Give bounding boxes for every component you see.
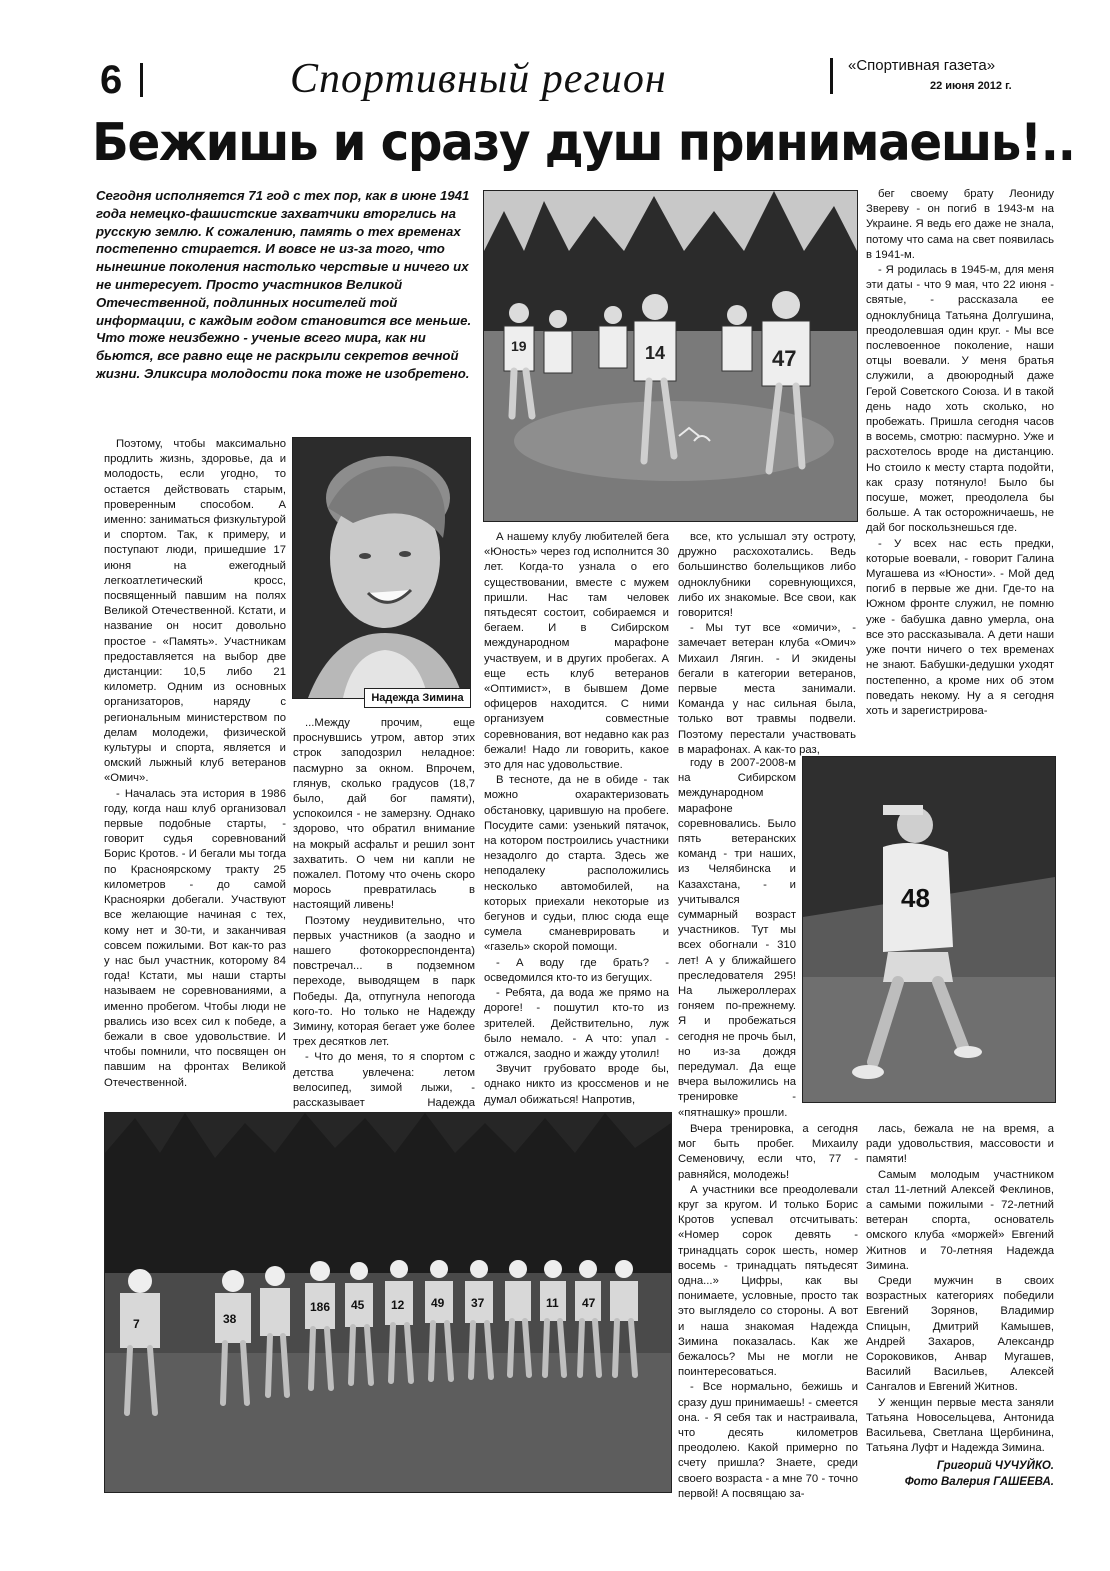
article-column-5	[866, 187, 1054, 719]
bib-47: 47	[582, 1296, 596, 1310]
article-column-4-lower	[678, 1122, 858, 1502]
bib-48: 48	[901, 883, 930, 913]
paragraph: ...Между прочим, еще проснувшись утром, автор этих строк заподозрил неладное: пасмурно за окном. Впрочем, глянув, сколько градусов (18,7 было, дай бог памяти), успокоился - не замерзну. Однако здорово, что обратил внимание на мокрый асфальт и решил зонт захватить. О чем ни капли не пожалел. Потому что очень скоро морось превратилась в настоящий ливень!	[293, 717, 475, 912]
article-column-4	[678, 530, 856, 758]
article-column-3	[484, 530, 669, 1108]
paragraph: У женщин первые места заняли Татьяна Новосельцева, Антонида Васильева, Светлана Щербинина, Татьяна Луфт и Надежда Зимина.	[866, 1396, 1054, 1455]
paragraph: - У всех нас есть предки, которые воевали, - говорит Галина Мугашева из «Юности». - Мой дед погиб в первые же дни. Где-то на Южном фронте служил, не помню уже - бабушка давно умерла, она все это рассказывала. А дети наши уже почти ничего о тех временах не знают. Бабушки-дедушки уходят постепенно, а кроме них об этом поведать некому. Ну а я сегодня хоть и зарегистрирова-	[866, 537, 1054, 717]
page-number: 6	[100, 58, 123, 102]
issue-date: 22 июня 2012 г.	[930, 80, 1012, 92]
paragraph: - Мы тут все «омичи», - замечает ветеран клуба «Омич» Михаил Лягин. - И экидены бегали в категории ветеранов, первые места занимали. Команда у нас сильная была, только вот травмы подвели. Поэтому перестали участвовать в марафонах. А как-то раз,	[678, 622, 856, 756]
paragraph: Вчера тренировка, а сегодня мог быть пробег. Михаилу Семеновичу, если что, 77 - равняйся, молодежь!	[678, 1123, 858, 1181]
bib-38: 38	[223, 1312, 237, 1326]
bib-12: 12	[391, 1298, 405, 1312]
runner-48-photo	[802, 756, 1056, 1103]
article-column-1	[104, 437, 286, 1091]
lead-paragraph: Сегодня исполняется 71 год с тех пор, как в июне 1941 года немецко-фашистские захватчики вторглись на русскую землю. К сожалению, память о тех временах постепенно стирается. И вовсе не из-за того, что нынешние поколения настолько черствые и ничего их не интересует. Просто участников Великой Отечественной, подлинных носителей той информации, с каждым годом становится все меньше. Что тоже неизбежно - ученые всего мира, как ни бьются, все равно еще не раскрыли секретов вечной жизни. Эликсира молодости пока тоже не изобретено.	[96, 188, 472, 381]
headline: Бежишь и сразу душ принимаешь!..	[92, 113, 1075, 173]
start-line-illustration	[105, 1113, 671, 1492]
paragraph: Среди мужчин в своих возрастных категориях победили Евгений Зорянов, Владимир Спицын, Дмитрий Камышев, Андрей Захаров, Александр Сороковиков, Анвар Мугашев, Василий Васильев, Алексей Сангалов и Евгений Житнов.	[866, 1275, 1054, 1394]
newspaper-name: «Спортивная газета»	[848, 57, 996, 74]
photographer-credit: Фото Валерия ГАШЕЕВА.	[904, 1476, 1054, 1488]
article-column-4-narrow	[678, 756, 796, 1121]
bib-37: 37	[471, 1296, 485, 1310]
paragraph: А участники все преодолевали круг за кругом. И только Борис Кротов успевал отсчитывать: «Номер сорок девять - тринадцать сорок шесть, номер восемь - тринадцать пятьдесят одна...» Цифры, как вы понимаете, условные, просто так это выглядело со стороны. А вот и наша знакомая Надежда Зимина показалась. Как же бежалось? Мы не могли не поинтересоваться.	[678, 1183, 858, 1379]
paragraph: Поэтому, чтобы максимально продлить жизнь, здоровье, да и молодость, если угодно, то остается действовать старым, проверенным способом. А именно: заниматься физкультурой и спортом. Так, к примеру, и поступают люди, пришедшие 17 июня на ежегодный легкоатлетический кросс, посвященный павшим на полях Великой Отечественной. Кстати, и название он носит довольно простое - «Память». Участникам предоставляется на выбор две дистанции: 10,5 либо 21 километр. Одним из основных организаторов, наряду с региональным министерством по делам молодежи, физической культуры и спорта, является и омский лыжный клуб ветеранов «Омич».	[104, 438, 286, 785]
paragraph: В тесноте, да не в обиде - так можно охарактеризовать обстановку, царившую на пробеге. Посудите сами: узенький пятачок, на котором построились участники незадолго до старта. Здесь же неподалеку расположились несколько автомобилей, на которых приехали некоторые из бегунов и судьи, плюс сюда еще сумела сманеврировать и «газель» скорой помощи.	[484, 774, 669, 954]
paragraph: Звучит грубовато вроде бы, однако никто из кроссменов и не думал обижаться! Напротив,	[484, 1063, 669, 1106]
paragraph: А нашему клубу любителей бега «Юность» через год исполнится 30 лет. Когда-то узнала о его существовании, вместе с мужем пришли. Нас там человек пятьдесят состоит, собираемся и бегаем. И в Сибирском международном марафоне участвуем, и в других пробегах. А еще есть клуб ветеранов «Оптимист», в бывшем Доме офицеров находится. С ними организуем совместные соревнования, вот недавно как раз бежали! Надо ли говорить, какое это для нас удовольствие.	[484, 531, 669, 772]
photo-caption: Надежда Зимина	[364, 688, 471, 708]
paragraph: лась, бежала не на время, а ради удовольствия, массовости и памяти!	[866, 1123, 1054, 1166]
bib-49: 49	[431, 1296, 445, 1310]
bib-7: 7	[133, 1317, 140, 1331]
runners-group-illustration	[484, 191, 857, 521]
paragraph: году в 2007-2008-м на Сибирском международном марафоне соревновались. Было пять ветеранских команд - три наших, из Челябинска и Казахстана, - и учитывался суммарный возраст участников. Тут мы всех обогнали - 310 лет! А у ближайшего преследователя 295! На лыжероллерах гоняем по-прежнему. Я и пробежаться сегодня не прочь был, но из-за дождя передумал. Да еще вчера выложились на тренировке - «пятнашку» прошли.	[678, 757, 796, 1119]
runners-group-photo	[483, 190, 858, 522]
start-line-photo	[104, 1112, 672, 1493]
paragraph: Самым молодым участником стал 11-летний Алексей Феклинов, а самыми пожилыми - 72-летний ветеран спорта, основатель омского клуба «моржей» Евгений Житнов и 70-летняя Надежда Зимина.	[866, 1168, 1054, 1272]
header-divider-left	[140, 63, 143, 97]
paragraph: Поэтому неудивительно, что первых участников (а заодно и нашего фотокорреспондента) повстречал... в подземном переходе, выводящем в парк Победы. Да, отпугнула непогода кого-то. Но только не Надежду Зимину, которая бегает уже более трех десятков лет.	[293, 914, 475, 1049]
bib-47: 47	[772, 346, 797, 371]
bib-14: 14	[645, 343, 666, 363]
paragraph: - А воду где брать? - осведомился кто-то из бегущих.	[484, 956, 669, 984]
paragraph: - Что до меня, то я спортом с детства увлечена: летом велосипед, зимой лыжи, - рассказывает Надежда	[293, 1051, 475, 1110]
portrait-illustration	[293, 438, 470, 698]
article-column-2	[293, 716, 475, 1126]
runner-illustration	[803, 757, 1055, 1102]
portrait-photo	[292, 437, 471, 699]
paragraph: - Ребята, да вода же прямо на дороге! - пошутил кто-то из зрителей. Действительно, луж было немало. - А что: упал - отжался, заодно и жажду утолил!	[484, 987, 669, 1060]
bib-11: 11	[546, 1296, 559, 1310]
author-signature: Григорий ЧУЧУЙКО.	[936, 1460, 1054, 1472]
header-divider-right	[830, 58, 833, 94]
paragraph: - Началась эта история в 1986 году, когда наш клуб организовал первые подобные старты, - говорит судья соревнований Борис Кротов. - И бегали мы тогда по Красноярскому тракту 25 километров - до самой Красноярки добегали. Участвуют все желающие начиная с тех, кому нет и 30-ти, и заканчивая совсем пожилыми. Вот как-то раз у нас был участник, которому 84 года! Кстати, мы наши старты называем не соревнованиями, а именно пробегом. Чтобы люди не рвались изо всех сил к победе, а бежали в свое удовольствие. И чтобы помнили, что посвящен он павшим на фронтах Великой Отечественной.	[104, 787, 286, 1089]
paragraph: все, кто услышал эту остроту, дружно расхохотались. Ведь большинство болельщиков либо одноклубники соревнующихся, либо их знакомые. Все свои, как говорится!	[678, 531, 856, 620]
bib-45: 45	[351, 1298, 365, 1312]
section-title: Спортивный регион	[290, 56, 667, 102]
paragraph: - Я родилась в 1945-м, для меня эти даты - что 9 мая, что 22 июня - святые, - рассказала ее одноклубница Татьяна Долгушина, преодолевшая один круг. - Мы все послевоенное поколение, наши отцы воевали. У меня братья служили, а двоюродный даже Герой Советского Союза. И в такой день надо хоть сколько, но пробежать. Пришла сегодня часов в восемь, смотрю: пасмурно. Уже и расхотелось вроде на дистанцию. Но стоило к месту старта подойти, как сразу потянуло! Было бы посуше, может, преодолела бы больше. А так осторожничаешь, не дай бог поскользнешься где.	[866, 264, 1054, 535]
paragraph: - Все нормально, бежишь и сразу душ принимаешь! - смеется она. - Я себя так и настраивала, что десять километров преодолею. Какой примерно по счету пришла? Знаете, среди своего возраста - а мне 70 - точно первой! А посвящаю за-	[678, 1381, 858, 1500]
bib-186: 186	[310, 1300, 331, 1314]
paragraph: бег своему брату Леониду Звереву - он погиб в 1943-м на Украине. Я ведь его даже не знала, потому что сама на свет появилась в 1941-м.	[866, 188, 1054, 261]
article-column-5-lower	[866, 1122, 1054, 1456]
bib-19: 19	[511, 338, 527, 354]
